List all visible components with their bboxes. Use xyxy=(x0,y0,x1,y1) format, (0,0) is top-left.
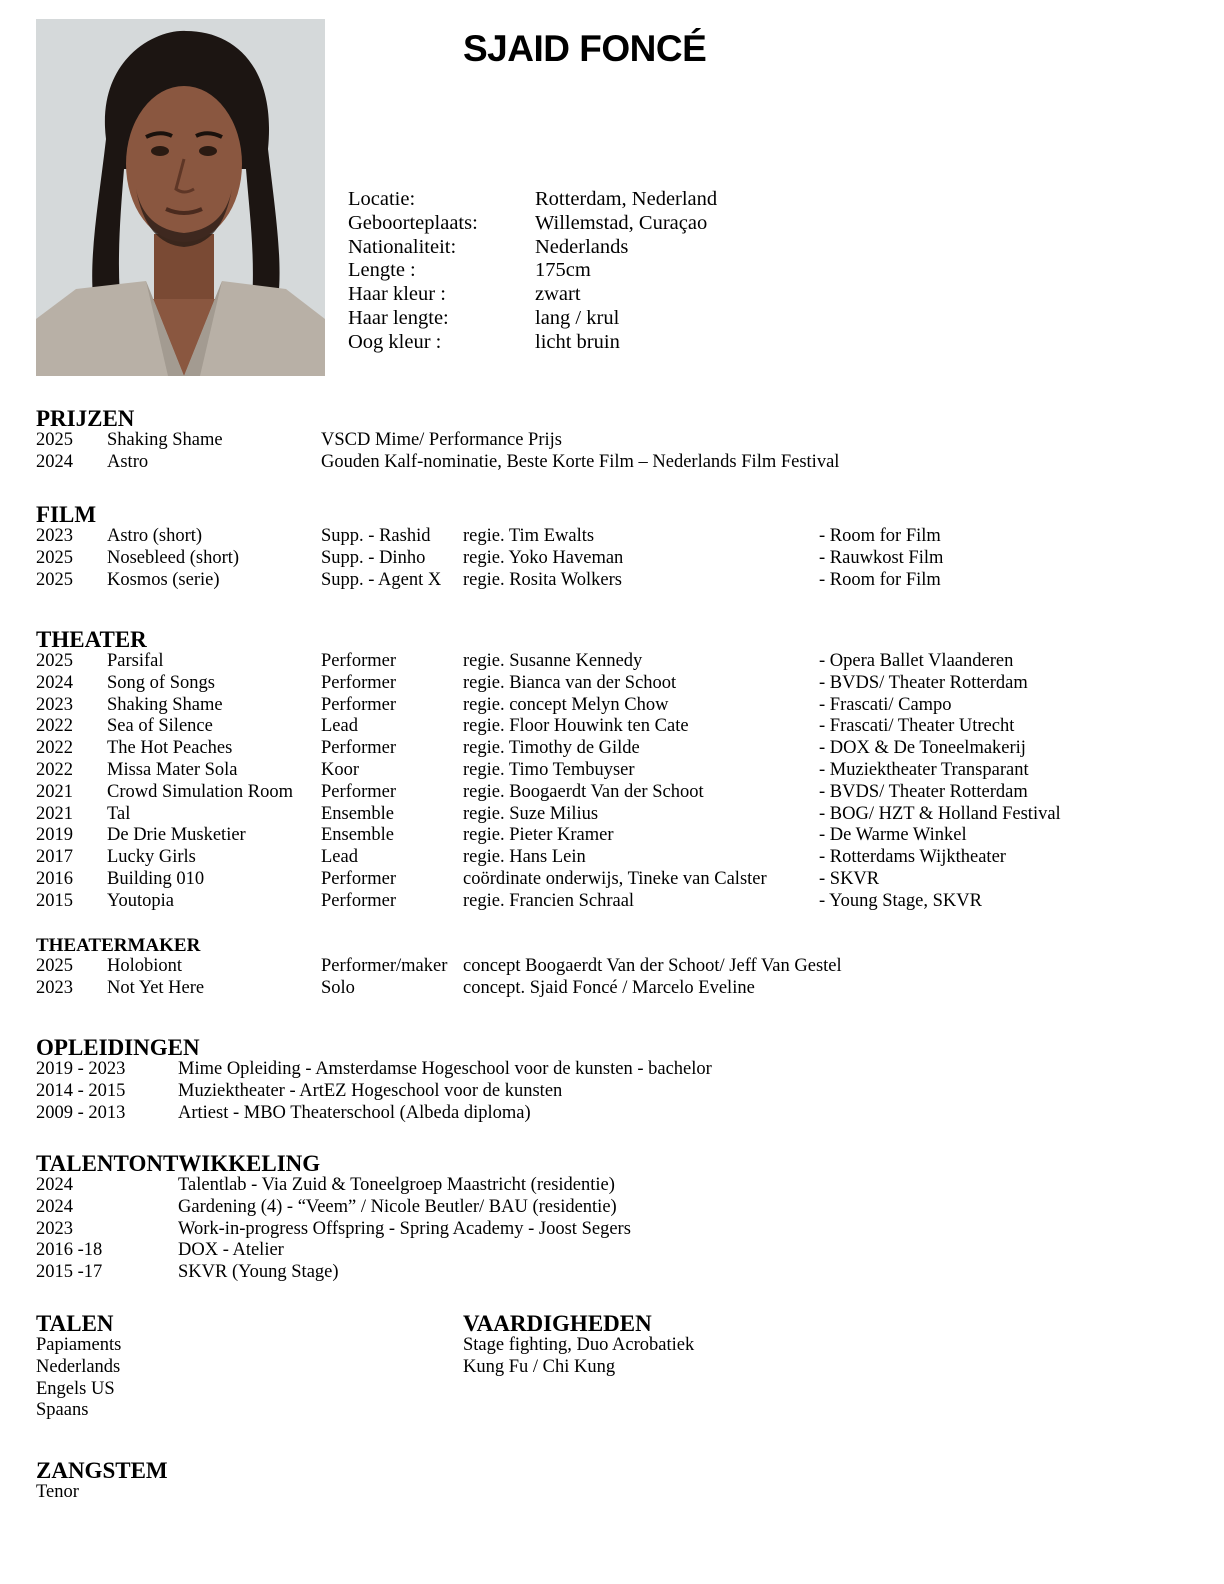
section-theatermaker xyxy=(36,936,1196,1000)
director-cell: regie. Tim Ewalts xyxy=(463,526,595,546)
role-cell: Performer/maker xyxy=(321,956,448,976)
table-row xyxy=(36,548,1196,570)
production-cell: - BVDS/ Theater Rotterdam xyxy=(819,672,1028,693)
role-cell: Solo xyxy=(321,977,355,998)
title-cell: Kosmos (serie) xyxy=(107,569,220,590)
director-cell: regie. Suze Milius xyxy=(463,803,599,824)
info-value: lang / krul xyxy=(535,306,620,329)
table-row xyxy=(36,738,1196,760)
year-cell: 2024 xyxy=(36,1175,73,1195)
title-cell: Song of Songs xyxy=(107,672,215,693)
list-item xyxy=(36,1356,121,1379)
production-cell: - Rauwkost Film xyxy=(819,547,944,568)
info-label: Haar kleur : xyxy=(348,283,446,306)
role-cell: Performer xyxy=(321,738,396,759)
talen-column xyxy=(36,1311,122,1422)
role-cell: Supp. - Agent X xyxy=(321,569,442,590)
list-item xyxy=(36,1400,114,1422)
table-row xyxy=(36,847,1196,869)
production-cell: - Frascati/ Campo xyxy=(819,694,952,715)
year-cell: 2025 xyxy=(36,651,73,671)
info-label: Nationaliteit: xyxy=(348,235,457,258)
year-cell: 2025 xyxy=(36,956,73,976)
year-cell: 2023 xyxy=(36,694,73,715)
section-prijzen xyxy=(36,407,1196,474)
description-cell: Gardening (4) - “Veem” / Nicole Beutler/ BAU (residentie) xyxy=(178,1196,617,1217)
list-item-text: Papiaments xyxy=(36,1335,122,1355)
table-row xyxy=(36,956,1196,978)
info-label: Geboorteplaats: xyxy=(348,211,478,234)
vaardigheden-column xyxy=(463,1311,695,1379)
title-cell: Astro (short) xyxy=(107,526,203,546)
table-row xyxy=(36,1197,1196,1219)
table-row xyxy=(36,1262,1196,1284)
info-value: licht bruin xyxy=(535,330,620,353)
director-cell: regie. Yoko Haveman xyxy=(463,547,624,568)
title-cell: Lucky Girls xyxy=(107,847,196,868)
table-row xyxy=(36,869,1196,891)
section-title: THEATER xyxy=(36,627,147,652)
info-value: Willemstad, Curaçao xyxy=(535,211,708,234)
role-cell: Performer xyxy=(321,694,396,715)
title-cell: De Drie Musketier xyxy=(107,825,246,846)
production-cell: - SKVR xyxy=(819,868,880,889)
info-label: Oog kleur : xyxy=(348,330,442,353)
role-cell: Performer xyxy=(321,890,396,911)
section-title: FILM xyxy=(36,502,97,527)
director-cell: regie. Boogaerdt Van der Schoot xyxy=(463,781,704,802)
section-title: OPLEIDINGEN xyxy=(36,1035,200,1060)
table-row xyxy=(36,782,1196,804)
list-item xyxy=(36,1482,1196,1504)
production-cell: - Rotterdams Wijktheater xyxy=(819,847,1006,868)
director-cell: regie. Timo Tembuyser xyxy=(463,759,635,780)
list-item xyxy=(36,1379,114,1401)
table-row xyxy=(36,1175,1196,1197)
table-row xyxy=(36,526,1196,548)
description-cell: SKVR (Young Stage) xyxy=(178,1262,339,1283)
role-cell: Koor xyxy=(321,759,360,780)
title-cell: Sea of Silence xyxy=(107,716,213,737)
director-cell: regie. Susanne Kennedy xyxy=(463,651,643,671)
title-cell: Nosebleed (short) xyxy=(107,547,240,568)
director-cell: regie. Rosita Wolkers xyxy=(463,569,622,590)
year-cell: 2024 xyxy=(36,672,73,693)
list-item-text: Stage fighting, Duo Acrobatiek xyxy=(463,1335,695,1355)
table-row xyxy=(36,695,1196,717)
description-cell: Artiest - MBO Theaterschool (Albeda diploma) xyxy=(178,1102,531,1123)
section-opleidingen xyxy=(36,1036,1196,1124)
production-cell: - De Warme Winkel xyxy=(819,825,967,846)
year-cell: 2015 -17 xyxy=(36,1262,103,1283)
year-cell: 2019 - 2023 xyxy=(36,1059,126,1079)
list-item-text: Kung Fu / Chi Kung xyxy=(463,1356,616,1377)
description-cell: Mime Opleiding - Amsterdamse Hogeschool voor de kunsten - bachelor xyxy=(178,1059,712,1079)
role-cell: Supp. - Rashid xyxy=(321,526,431,546)
list-item-text: Tenor xyxy=(36,1482,79,1502)
director-cell: coördinate onderwijs, Tineke van Calster xyxy=(463,868,767,889)
year-cell: 2014 - 2015 xyxy=(36,1080,126,1101)
description-cell: VSCD Mime/ Performance Prijs xyxy=(321,430,562,450)
portrait-photo xyxy=(36,19,325,376)
year-cell: 2017 xyxy=(36,847,73,868)
role-cell: Performer xyxy=(321,672,396,693)
year-cell: 2022 xyxy=(36,759,73,780)
section-film xyxy=(36,503,1196,591)
description-cell: DOX - Atelier xyxy=(178,1240,284,1261)
year-cell: 2009 - 2013 xyxy=(36,1102,126,1123)
director-cell: regie. Pieter Kramer xyxy=(463,825,614,846)
year-cell: 2021 xyxy=(36,803,73,824)
info-value: 175cm xyxy=(535,259,591,282)
production-cell: - BVDS/ Theater Rotterdam xyxy=(819,781,1028,802)
title-cell: Parsifal xyxy=(107,651,164,671)
table-row xyxy=(36,430,1196,452)
role-cell: Lead xyxy=(321,716,358,737)
info-value: Rotterdam, Nederland xyxy=(535,188,718,210)
info-label: Locatie: xyxy=(348,188,416,210)
section-zangstem xyxy=(36,1459,1196,1504)
director-cell: regie. Timothy de Gilde xyxy=(463,738,640,759)
year-cell: 2022 xyxy=(36,716,73,737)
table-row xyxy=(36,452,1196,474)
info-value: Nederlands xyxy=(535,235,629,258)
title-cell: Shaking Shame xyxy=(107,430,223,450)
section-title: VAARDIGHEDEN xyxy=(463,1311,652,1336)
director-cell: regie. Francien Schraal xyxy=(463,890,635,911)
description-cell: Work-in-progress Offspring - Spring Academy - Joost Segers xyxy=(178,1218,631,1239)
section-title: TALEN xyxy=(36,1311,114,1336)
production-cell: - Muziektheater Transparant xyxy=(819,759,1029,780)
section-talentontwikkeling xyxy=(36,1152,1196,1284)
table-row xyxy=(36,673,1196,695)
title-cell: Not Yet Here xyxy=(107,977,205,998)
title-cell: Building 010 xyxy=(107,868,205,889)
title-cell: Tal xyxy=(107,803,131,824)
year-cell: 2024 xyxy=(36,451,73,472)
section-title: TALENTONTWIKKELING xyxy=(36,1151,321,1176)
title-cell: The Hot Peaches xyxy=(107,738,233,759)
production-cell: - Frascati/ Theater Utrecht xyxy=(819,716,1015,737)
table-row xyxy=(36,1240,1196,1262)
role-cell: Performer xyxy=(321,868,396,889)
section-title: PRIJZEN xyxy=(36,406,135,431)
year-cell: 2025 xyxy=(36,547,73,568)
production-cell: - DOX & De Toneelmakerij xyxy=(819,738,1026,759)
year-cell: 2023 xyxy=(36,1218,73,1239)
section-theater xyxy=(36,628,1196,913)
table-row xyxy=(36,891,1196,913)
director-cell: concept Boogaerdt Van der Schoot/ Jeff Van Gestel xyxy=(463,956,842,976)
description-cell: Gouden Kalf-nominatie, Beste Korte Film – Nederlands Film Festival xyxy=(321,451,840,472)
year-cell: 2025 xyxy=(36,430,73,450)
year-cell: 2023 xyxy=(36,526,73,546)
year-cell: 2025 xyxy=(36,569,73,590)
title-cell: Missa Mater Sola xyxy=(107,759,238,780)
section-title: ZANGSTEM xyxy=(36,1458,168,1483)
table-row xyxy=(36,760,1196,782)
person-name: SJAID FONCÉ xyxy=(463,28,707,69)
year-cell: 2016 xyxy=(36,868,73,889)
director-cell: regie. Hans Lein xyxy=(463,847,586,868)
list-item-text: Engels US xyxy=(36,1378,115,1399)
year-cell: 2019 xyxy=(36,825,73,846)
info-value: zwart xyxy=(535,283,581,306)
year-cell: 2021 xyxy=(36,781,73,802)
table-row xyxy=(36,651,1196,673)
year-cell: 2023 xyxy=(36,977,73,998)
table-row xyxy=(36,1059,1196,1081)
production-cell: - Room for Film xyxy=(819,569,941,590)
description-cell: Muziektheater - ArtEZ Hogeschool voor de kunsten xyxy=(178,1080,563,1101)
list-item-text: Nederlands xyxy=(36,1356,121,1377)
title-cell: Holobiont xyxy=(107,956,183,976)
table-row xyxy=(36,804,1196,826)
title-cell: Shaking Shame xyxy=(107,694,223,715)
section-title: THEATERMAKER xyxy=(36,935,201,956)
info-label: Lengte : xyxy=(348,259,416,282)
role-cell: Performer xyxy=(321,781,396,802)
table-row xyxy=(36,1219,1196,1241)
list-item xyxy=(463,1335,695,1357)
portrait-illustration xyxy=(36,19,325,376)
table-row xyxy=(36,1081,1196,1103)
director-cell: regie. concept Melyn Chow xyxy=(463,694,669,715)
table-row xyxy=(36,825,1196,847)
role-cell: Ensemble xyxy=(321,825,394,846)
year-cell: 2022 xyxy=(36,738,73,759)
director-cell: regie. Floor Houwink ten Cate xyxy=(463,716,689,737)
description-cell: Talentlab - Via Zuid & Toneelgroep Maastricht (residentie) xyxy=(178,1175,615,1195)
title-cell: Astro xyxy=(107,451,149,472)
table-row xyxy=(36,1103,1196,1125)
role-cell: Supp. - Dinho xyxy=(321,547,426,568)
list-item xyxy=(463,1357,652,1379)
title-cell: Crowd Simulation Room xyxy=(107,781,294,802)
role-cell: Performer xyxy=(321,651,396,671)
role-cell: Ensemble xyxy=(321,803,394,824)
table-row xyxy=(36,570,1196,592)
production-cell: - Opera Ballet Vlaanderen xyxy=(819,651,1014,671)
director-cell: regie. Bianca van der Schoot xyxy=(463,672,677,693)
year-cell: 2015 xyxy=(36,890,73,911)
production-cell: - BOG/ HZT & Holland Festival xyxy=(819,803,1061,824)
director-cell: concept. Sjaid Foncé / Marcelo Eveline xyxy=(463,977,755,998)
role-cell: Lead xyxy=(321,847,358,868)
info-label: Haar lengte: xyxy=(348,306,449,329)
list-item-text: Spaans xyxy=(36,1400,89,1421)
title-cell: Youtopia xyxy=(107,890,174,911)
list-item xyxy=(36,1335,122,1357)
production-cell: - Young Stage, SKVR xyxy=(819,890,982,911)
production-cell: - Room for Film xyxy=(819,526,941,546)
table-row xyxy=(36,716,1196,738)
year-cell: 2016 -18 xyxy=(36,1240,103,1261)
table-row xyxy=(36,978,1196,1000)
section-talen-vaardigheden xyxy=(36,1312,1196,1432)
year-cell: 2024 xyxy=(36,1196,73,1217)
